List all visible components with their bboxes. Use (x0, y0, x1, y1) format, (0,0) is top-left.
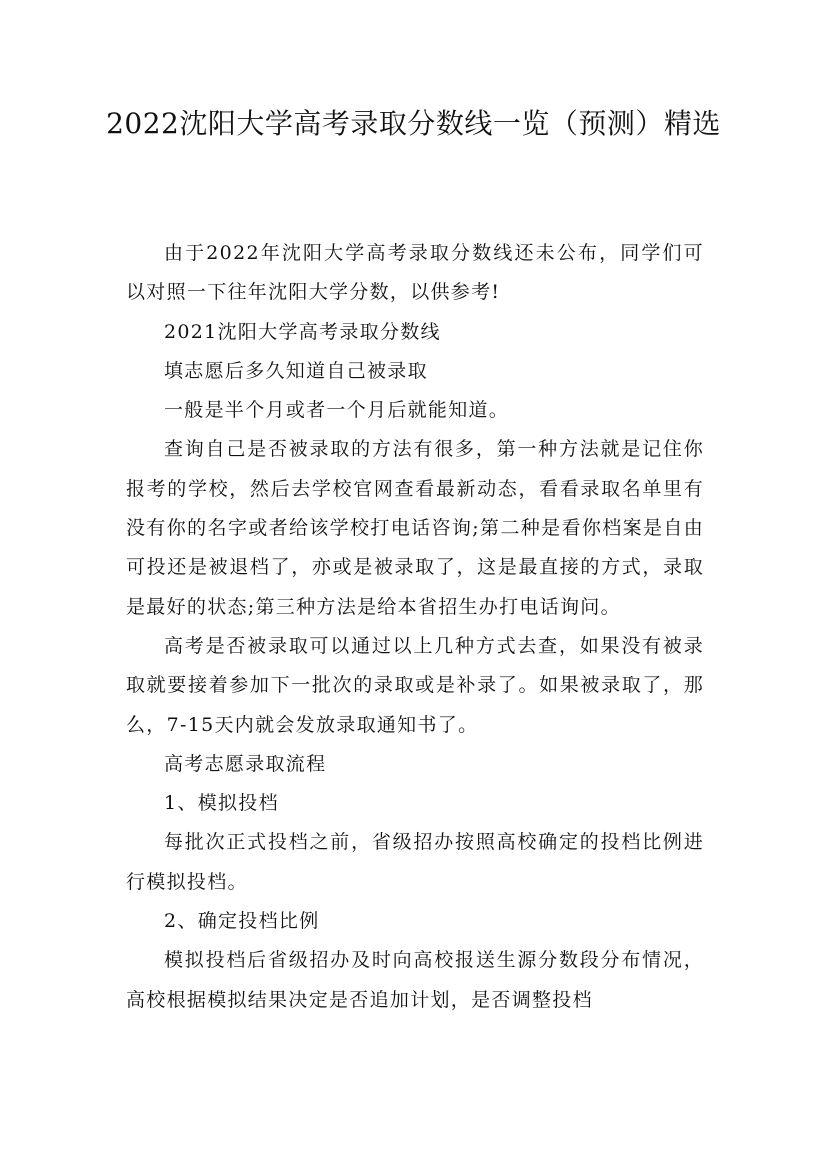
document-title: 2022沈阳大学高考录取分数线一览（预测）精选 (106, 107, 721, 140)
document-body (126, 234, 704, 1020)
paragraph-step-1-text: 每批次正式投档之前，省级招办按照高校确定的投档比例进行模拟投档。 (126, 831, 704, 893)
paragraph-intro: 由于2022年沈阳大学高考录取分数线还未公布，同学们可以对照一下往年沈阳大学分数，以供参考! (126, 242, 704, 304)
paragraph-admission-followup: 高考是否被录取可以通过以上几种方式去查，如果没有被录取就要接着参加下一批次的录取或是补录了。如果被录取了，那么，7-15天内就会发放录取通知书了。 (126, 634, 704, 736)
paragraph-heading-process: 高考志愿录取流程 (164, 752, 327, 775)
paragraph-question: 填志愿后多久知道自己被录取 (164, 359, 428, 382)
paragraph-step-2-heading: 2、确定投档比例 (164, 910, 320, 933)
paragraph-answer: 一般是半个月或者一个月后就能知道。 (164, 399, 510, 422)
paragraph-query-methods: 查询自己是否被录取的方法有很多，第一种方法就是记住你报考的学校，然后去学校官网查看最新动态，看看录取名单里有没有你的名字或者给该学校打电话咨询;第二种是看你档案是自由可投还是被退档了，亦或是被录取了，这是最直接的方式，录取是最好的状态;第三种方法是给本省招生办打电话询问。 (126, 438, 704, 618)
paragraph-step-2-text: 模拟投档后省级招办及时向高校报送生源分数段分布情况，高校根据模拟结果决定是否追加计划，是否调整投档 (126, 949, 704, 1011)
paragraph-heading-2021-scores: 2021沈阳大学高考录取分数线 (164, 320, 441, 343)
paragraph-step-1-heading: 1、模拟投档 (164, 792, 279, 815)
